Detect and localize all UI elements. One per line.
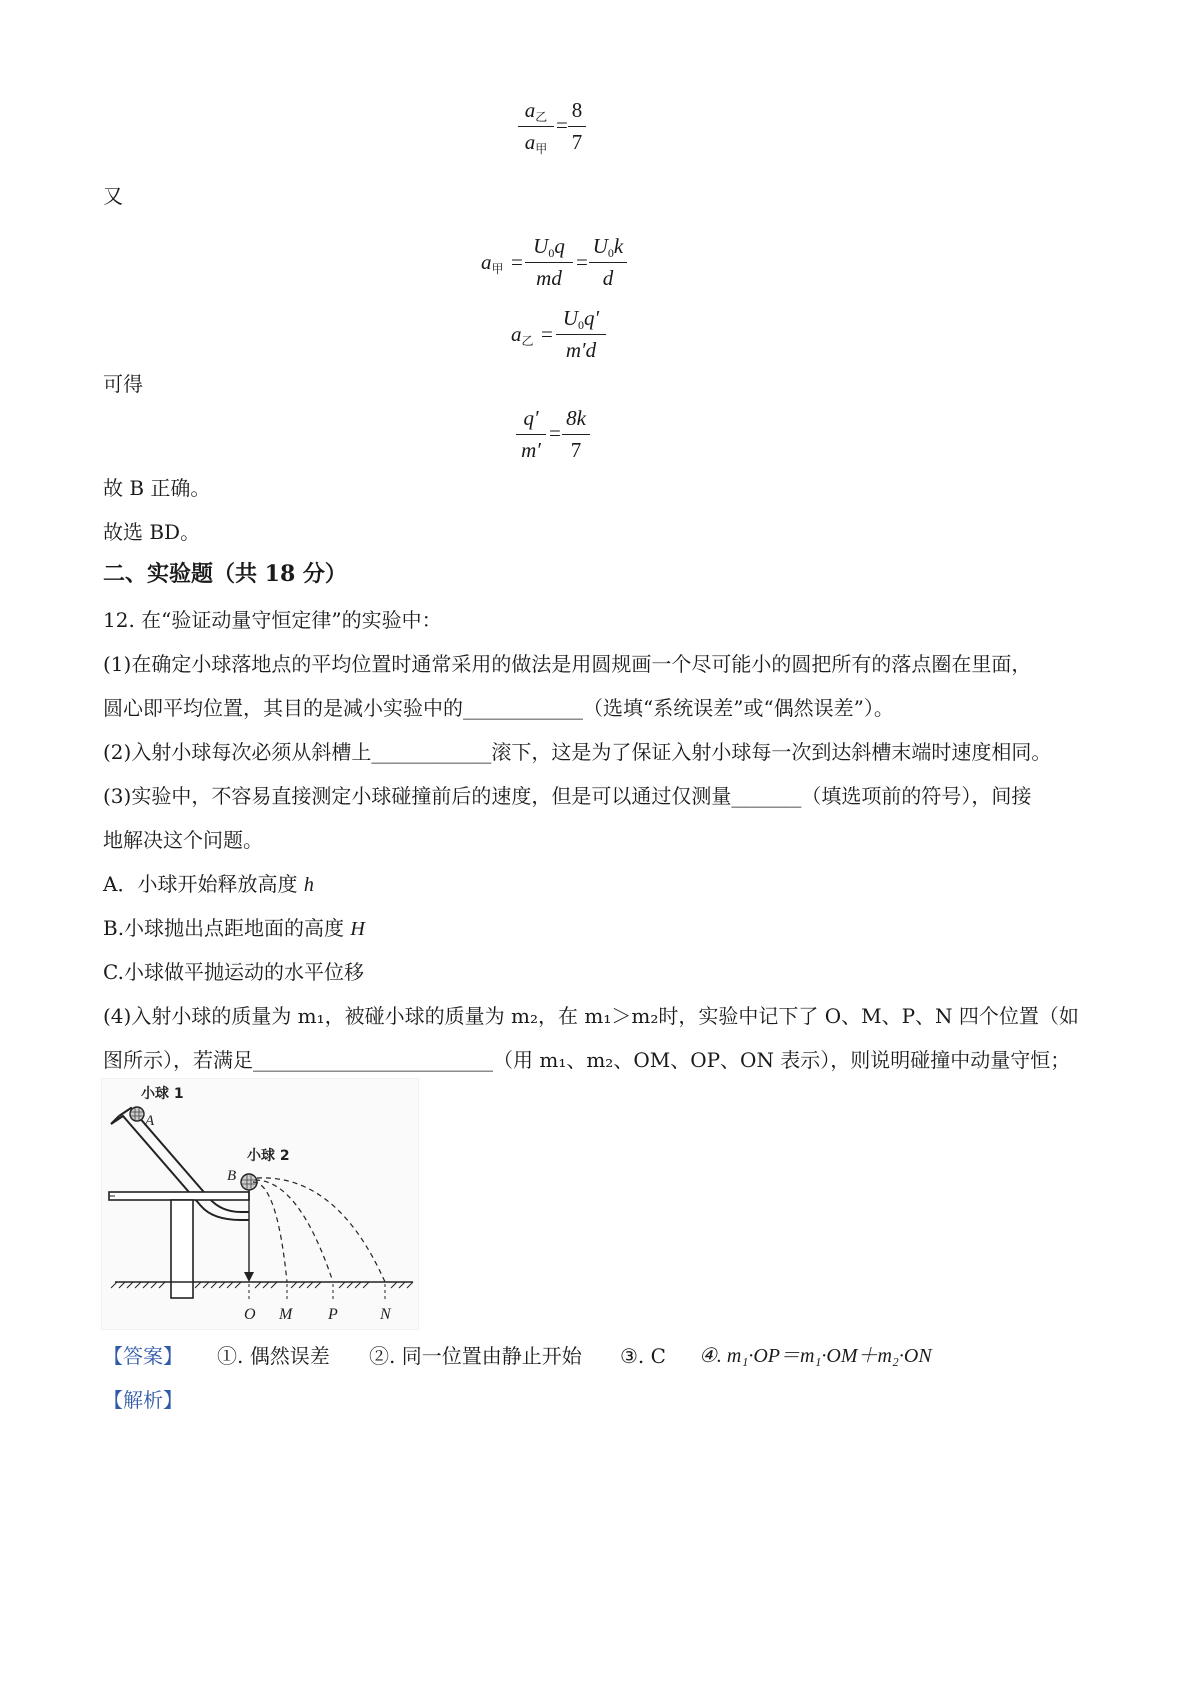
eq2-f2-den: d	[602, 266, 614, 290]
text-choose-bd: 故选 BD。	[103, 520, 201, 544]
eq3-num-sub: 0	[578, 318, 585, 332]
answer-2: ②. 同一位置由静止开始	[369, 1344, 582, 1368]
eq2-f1-num-tail: q	[554, 234, 565, 258]
section-heading: 二、实验题（共 18 分）	[103, 561, 347, 587]
text-you: 又	[103, 184, 123, 208]
answer-4: ④. m₁·OP＝m₁·OM＋m₂·ON	[699, 1345, 932, 1367]
eq3-lhs: a	[511, 322, 522, 346]
eq1-rhs-num: 8	[571, 98, 583, 122]
ground-label-o: O	[244, 1306, 256, 1323]
option-a-text: A．小球开始释放高度	[103, 872, 304, 896]
eq1-lhs-den: a	[524, 130, 536, 154]
eq3-den: m′d	[565, 338, 597, 362]
eq2-lhs-sub: 甲	[491, 262, 504, 276]
q12-part3-line1: (3)实验中，不容易直接测定小球碰撞前后的速度，但是可以通过仅测量_______（填选项前的符号），间接	[103, 784, 1032, 808]
analysis-tag: 【解析】	[103, 1388, 183, 1412]
eq3-lhs-sub: 乙	[521, 334, 534, 348]
q12-part1-line1: (1)在确定小球落地点的平均位置时通常采用的做法是用圆规画一个尽可能小的圆把所有的落点圈在里面，	[103, 652, 1032, 676]
text-kede: 可得	[103, 372, 143, 396]
eq2-f1-num: U	[533, 234, 549, 258]
ground-label-p: P	[328, 1306, 338, 1323]
eq1-rhs-den: 7	[571, 130, 583, 154]
table-leg	[171, 1200, 193, 1298]
eq2-f2-num-sub: 0	[607, 246, 614, 260]
eq2-f1-den: md	[536, 266, 562, 290]
q12-part1-line2: 圆心即平均位置，其目的是减小实验中的____________（选填“系统误差”或“偶然误差”）。	[103, 696, 894, 720]
table-top	[109, 1192, 249, 1200]
eq4-den: m′	[521, 438, 541, 462]
point-a-label: A	[145, 1113, 155, 1129]
eq3-num-tail: q′	[584, 306, 600, 330]
option-b-text: B.小球抛出点距地面的高度	[103, 916, 351, 940]
option-a-var: h	[303, 874, 314, 896]
q12-title: 12. 在“验证动量守恒定律”的实验中：	[103, 608, 442, 632]
eq4-rhs-den: 7	[570, 438, 582, 462]
eq2-lhs: a	[481, 250, 492, 274]
ground-label-n: N	[380, 1306, 391, 1323]
answer-3: ③. C	[620, 1344, 666, 1368]
eq2-f2-num-tail: k	[613, 234, 624, 258]
q12-option-b	[103, 914, 365, 943]
q12-part4-line1: (4)入射小球的质量为 m₁，被碰小球的质量为 m₂，在 m₁＞m₂时，实验中记下了 O、M、P、N 四个位置（如	[103, 1004, 1079, 1028]
q12-part4-line2: 图所示），若满足________________________（用 m₁、m₂、OM、OP、ON 表示），则说明碰撞中动量守恒；	[103, 1048, 1071, 1072]
option-b-var: H	[350, 918, 365, 940]
text-b-correct: 故 B 正确。	[103, 476, 211, 500]
eq2-f2-num: U	[592, 234, 608, 258]
ball-2-label: 小球 2	[247, 1148, 290, 1164]
eq3-num: U	[562, 306, 579, 330]
ground-label-m: M	[279, 1306, 293, 1323]
eq1-lhs-num: a	[524, 98, 536, 122]
ball-1-label: 小球 1	[141, 1086, 184, 1102]
eq4-num: q′	[523, 406, 539, 430]
experiment-apparatus-figure	[101, 1078, 419, 1330]
eq1-lhs-num-sub: 乙	[535, 110, 548, 124]
eq1-lhs-den-sub: 甲	[535, 142, 548, 156]
q12-option-a	[103, 870, 314, 899]
q12-option-c: C.小球做平抛运动的水平位移	[103, 960, 364, 984]
q12-part2: (2)入射小球每次必须从斜槽上____________滚下，这是为了保证入射小球每一次到达斜槽末端时速度相同。	[103, 740, 1052, 764]
eq4-rhs-num: 8k	[566, 406, 586, 430]
answer-1: ①. 偶然误差	[217, 1344, 330, 1368]
answer-tag: 【答案】	[103, 1344, 183, 1368]
q12-part3-line2: 地解决这个问题。	[103, 828, 263, 852]
point-b-label: B	[227, 1168, 237, 1184]
ball-1	[130, 1107, 144, 1121]
eq2-f1-num-sub: 0	[548, 246, 555, 260]
